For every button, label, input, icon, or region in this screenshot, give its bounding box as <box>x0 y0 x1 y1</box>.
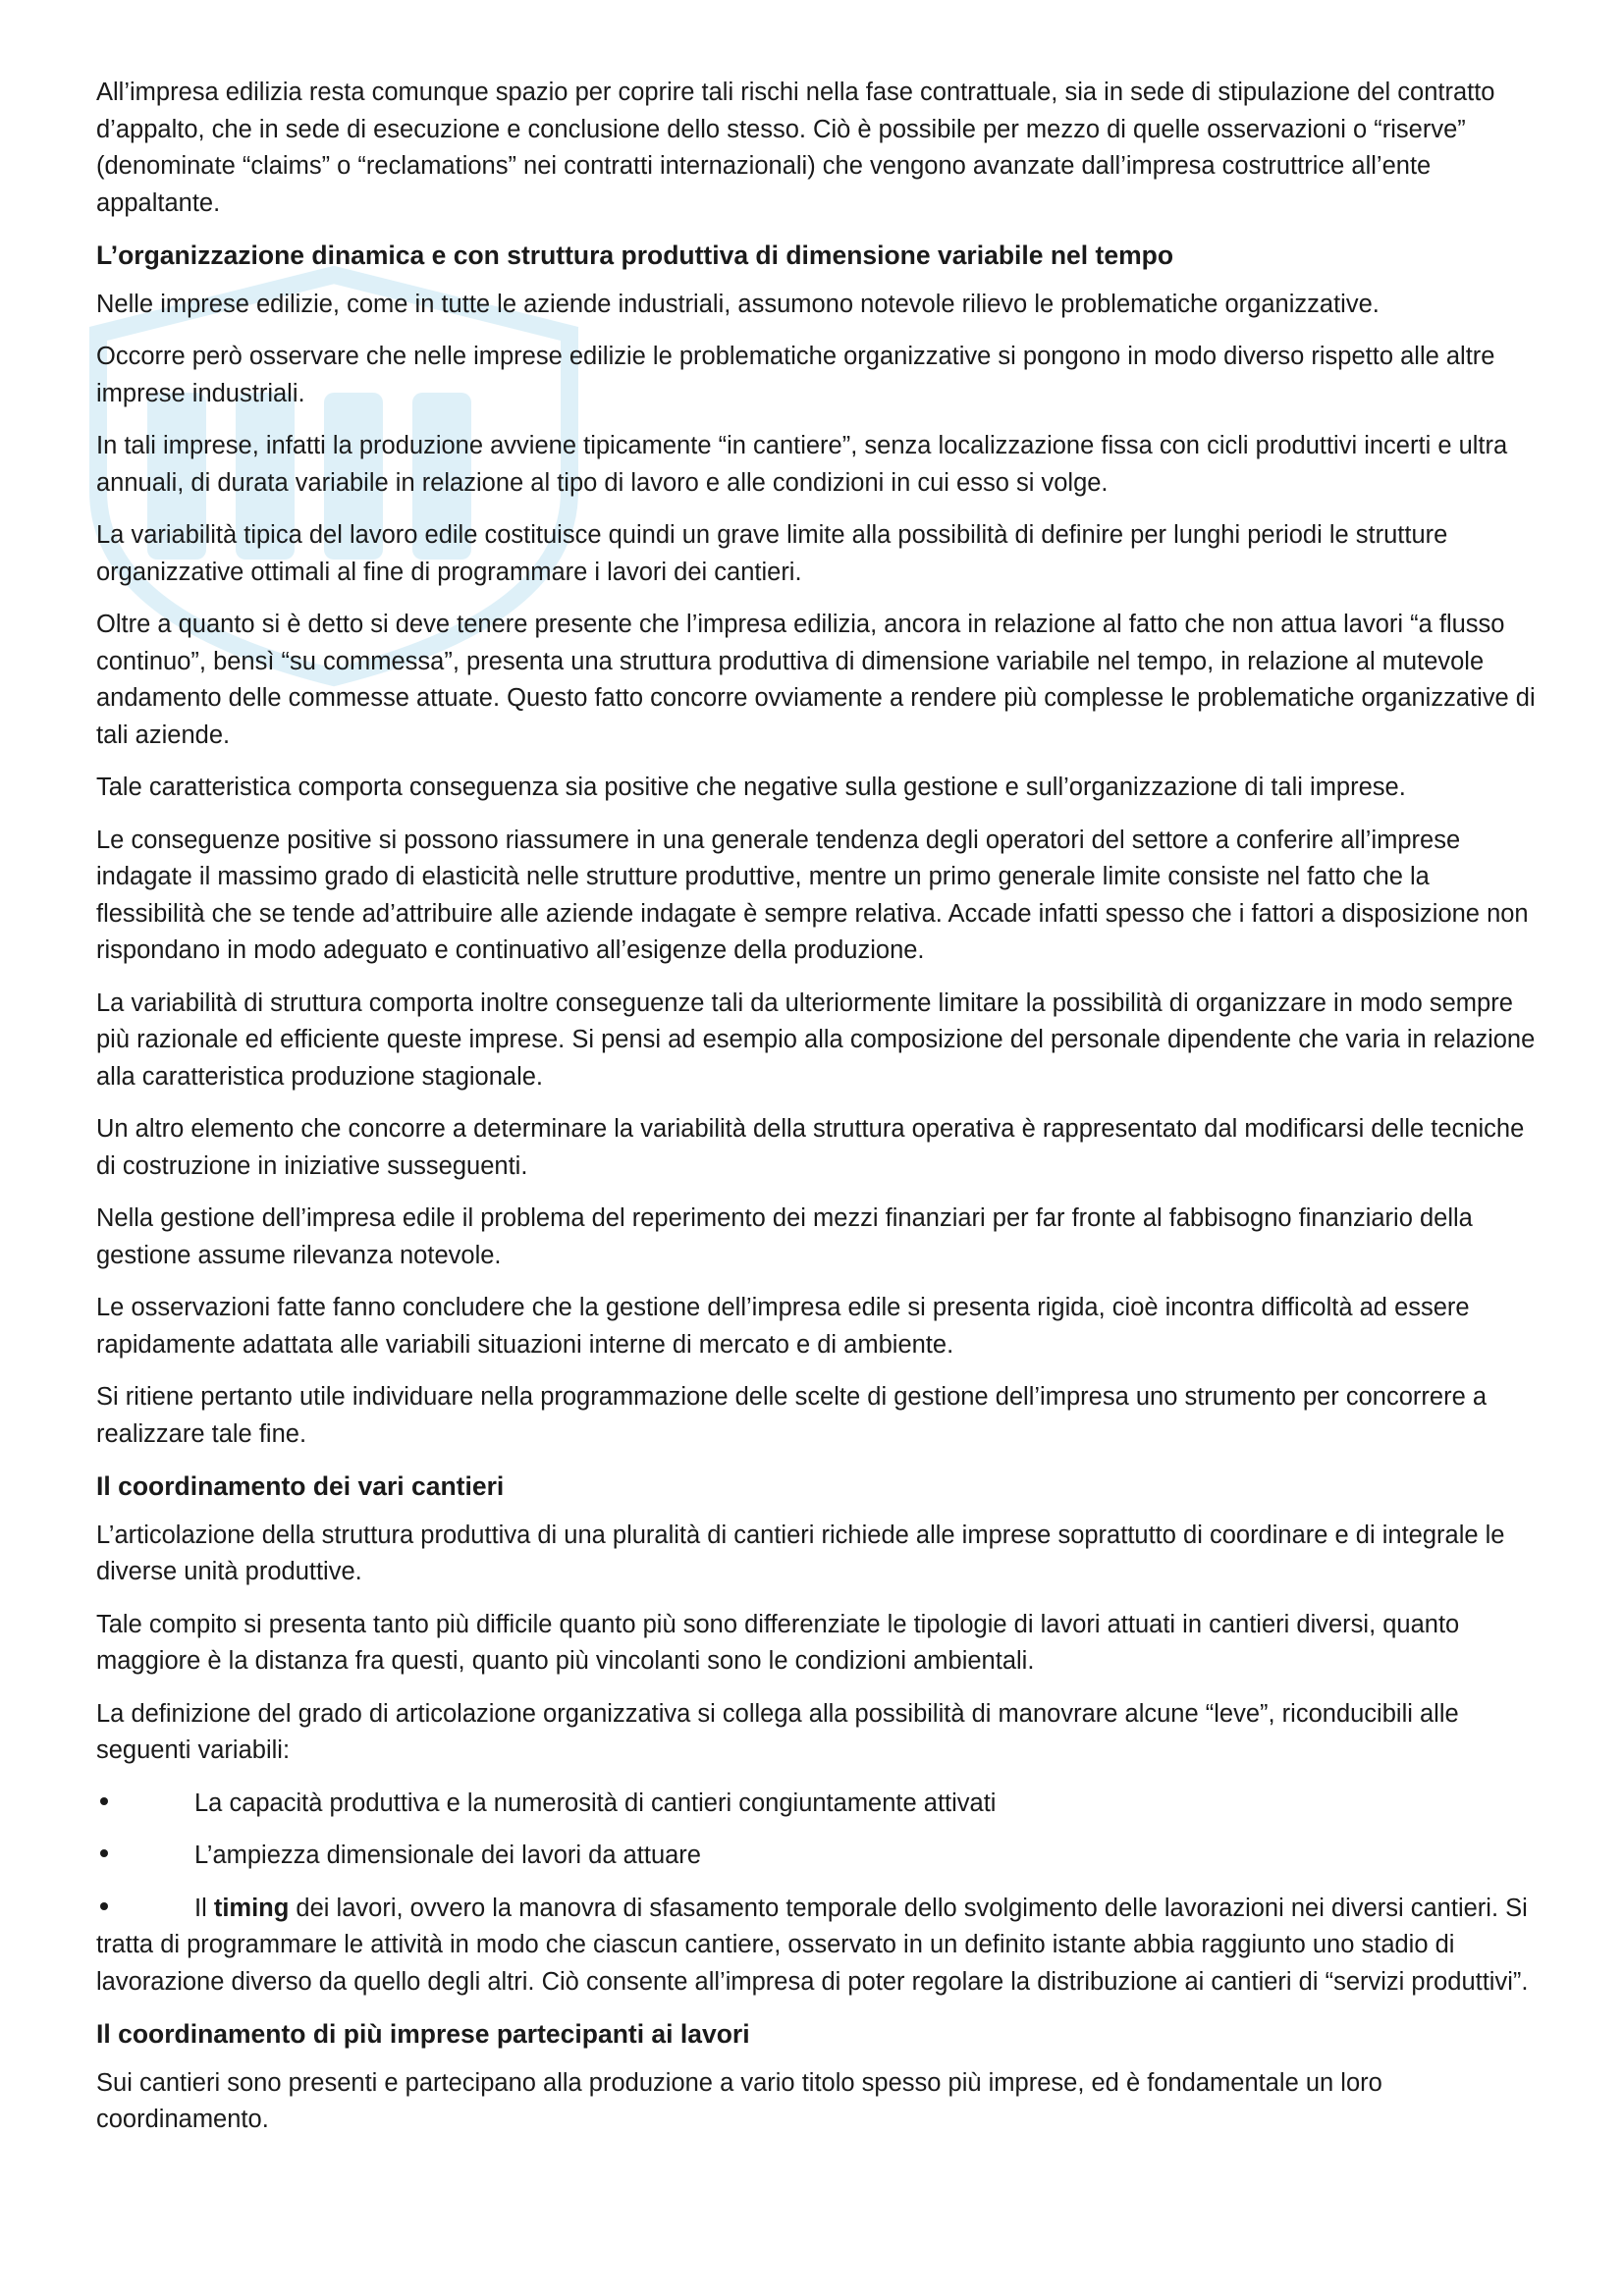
bullet-icon <box>96 1838 194 1875</box>
paragraph-variabilita: La variabilità tipica del lavoro edile costituisce quindi un grave limite alla possibilità di definire per lunghi periodi le strutture organizzative ottimali al fine di programmare i lavori dei cantieri. <box>96 521 1448 586</box>
document-page <box>96 75 1538 2155</box>
paragraph-problematiche: Nelle imprese edilizie, come in tutte le aziende industriali, assumono notevole rilievo le problematiche organizzative. <box>96 290 1380 318</box>
paragraph-elasticita: Le conseguenze positive si possono riassumere in una generale tendenza degli operatori del settore a conferire all’imprese indagate il massimo grado di elasticità nelle strutture produttive, mentre un primo generale limite consiste nel fatto che la flessibilità che se tende ad’attribuire alle aziende indagate è sempre relativa. Accade infatti spesso che i fattori a disposizione non rispondano in modo adeguato e continuativo all’esigenze della produzione. <box>96 826 1529 964</box>
paragraph-articolazione: L’articolazione della struttura produttiva di una pluralità di cantieri richiede alle imprese soprattutto di coordinare e di integrale le diverse unità produttive. <box>96 1521 1505 1585</box>
paragraph-finanziari: Nella gestione dell’impresa edile il problema del reperimento dei mezzi finanziari per far fronte al fabbisogno finanziario della gestione assume rilevanza notevole. <box>96 1204 1473 1269</box>
paragraph-differenze: Occorre però osservare che nelle imprese edilizie le problematiche organizzative si pongono in modo diverso rispetto alle altre imprese industriali. <box>96 343 1495 407</box>
bullet-item-ampiezza <box>96 1838 1538 1875</box>
bullet-text-post: dei lavori, ovvero la manovra di sfasamento temporale dello svolgimento delle lavorazioni nei diversi cantieri. Si tratta di programmare le attività in modo che ciascun cantiere, osservato in un definito istante abbia raggiunto uno stadio di lavorazione diverso da quello degli altri. Ciò consente all’impresa di poter regolare la distribuzione ai cantieri di “servizi produttivi”. <box>96 1894 1529 1996</box>
paragraph-tecniche: Un altro elemento che concorre a determinare la variabilità della struttura operativa è rappresentato dal modificarsi delle tecniche di costruzione in iniziative susseguenti. <box>96 1115 1525 1180</box>
bullet-item-capacita <box>96 1786 1538 1823</box>
paragraph-struttura: La variabilità di struttura comporta inoltre conseguenze tali da ulteriormente limitare la possibilità di organizzare in modo sempre più razionale ed efficiente queste imprese. Si pensi ad esempio alla composizione del personale dipendente che varia in relazione alla caratteristica produzione stagionale. <box>96 988 1536 1091</box>
bullet-text: La capacità produttiva e la numerosità di cantieri congiuntamente attivati <box>194 1789 997 1817</box>
bullet-text-pre: Il <box>194 1894 214 1922</box>
paragraph-leve: La definizione del grado di articolazione organizzativa si collega alla possibilità di manovrare alcune “leve”, riconducibili alle seguenti variabili: <box>96 1699 1459 1764</box>
bullet-text: L’ampiezza dimensionale dei lavori da attuare <box>194 1842 701 1869</box>
bullet-icon <box>96 1786 194 1823</box>
paragraph-compito: Tale compito si presenta tanto più difficile quanto più sono differenziate le tipologie di lavori attuati in cantieri diversi, quanto maggiore è la distanza fra questi, quanto più vincolanti sono le condizioni ambientali. <box>96 1610 1460 1675</box>
paragraph-claims: All’impresa edilizia resta comunque spazio per coprire tali rischi nella fase contrattuale, sia in sede di stipulazione del contratto d’appalto, che in sede di esecuzione e conclusione dello stesso. Ciò è possibile per mezzo di quelle osservazioni o “riserve” (denominate “claims” o “reclamations” nei contratti internazionali) che vengono avanzate dall’impresa costruttrice all’ente appaltante. <box>96 79 1495 217</box>
bullet-item-timing <box>96 1891 1538 2002</box>
paragraph-rigida: Le osservazioni fatte fanno concludere che la gestione dell’impresa edile si presenta rigida, cioè incontra difficoltà ad essere rapidamente adattata alle variabili situazioni interne di mercato e di ambiente. <box>96 1294 1470 1359</box>
bullet-icon <box>96 1891 194 1928</box>
paragraph-cantiere: In tali imprese, infatti la produzione avviene tipicamente “in cantiere”, senza localizzazione fissa con cicli produttivi incerti e ultra annuali, di durata variabile in relazione al tipo di lavoro e alle condizioni in cui esso si volge. <box>96 432 1508 497</box>
paragraph-commessa: Oltre a quanto si è detto si deve tenere presente che l’impresa edilizia, ancora in relazione al fatto che non attua lavori “a flusso continuo”, bensì “su commessa”, presenta una struttura produttiva di dimensione variabile nel tempo, in relazione al mutevole andamento delle commesse attuate. Questo fatto concorre ovviamente a rendere più complesse le problematiche organizzative di tali aziende. <box>96 611 1536 749</box>
bullet-text-bold: timing <box>213 1894 290 1922</box>
heading-coordinamento-cantieri: Il coordinamento dei vari cantieri <box>96 1471 505 1501</box>
paragraph-programmazione: Si ritiene pertanto utile individuare nella programmazione delle scelte di gestione dell’impresa uno strumento per concorrere a realizzare tale fine. <box>96 1383 1488 1448</box>
heading-organizzazione-dinamica: L’organizzazione dinamica e con struttura produttiva di dimensione variabile nel tempo <box>96 240 1174 270</box>
heading-coordinamento-imprese: Il coordinamento di più imprese partecipanti ai lavori <box>96 2019 750 2049</box>
paragraph-conseguenze: Tale caratteristica comporta conseguenza sia positive che negative sulla gestione e sull’organizzazione di tali imprese. <box>96 774 1406 801</box>
paragraph-imprese-cantieri: Sui cantieri sono presenti e partecipano alla produzione a vario titolo spesso più imprese, ed è fondamentale un loro coordinamento. <box>96 2068 1382 2133</box>
